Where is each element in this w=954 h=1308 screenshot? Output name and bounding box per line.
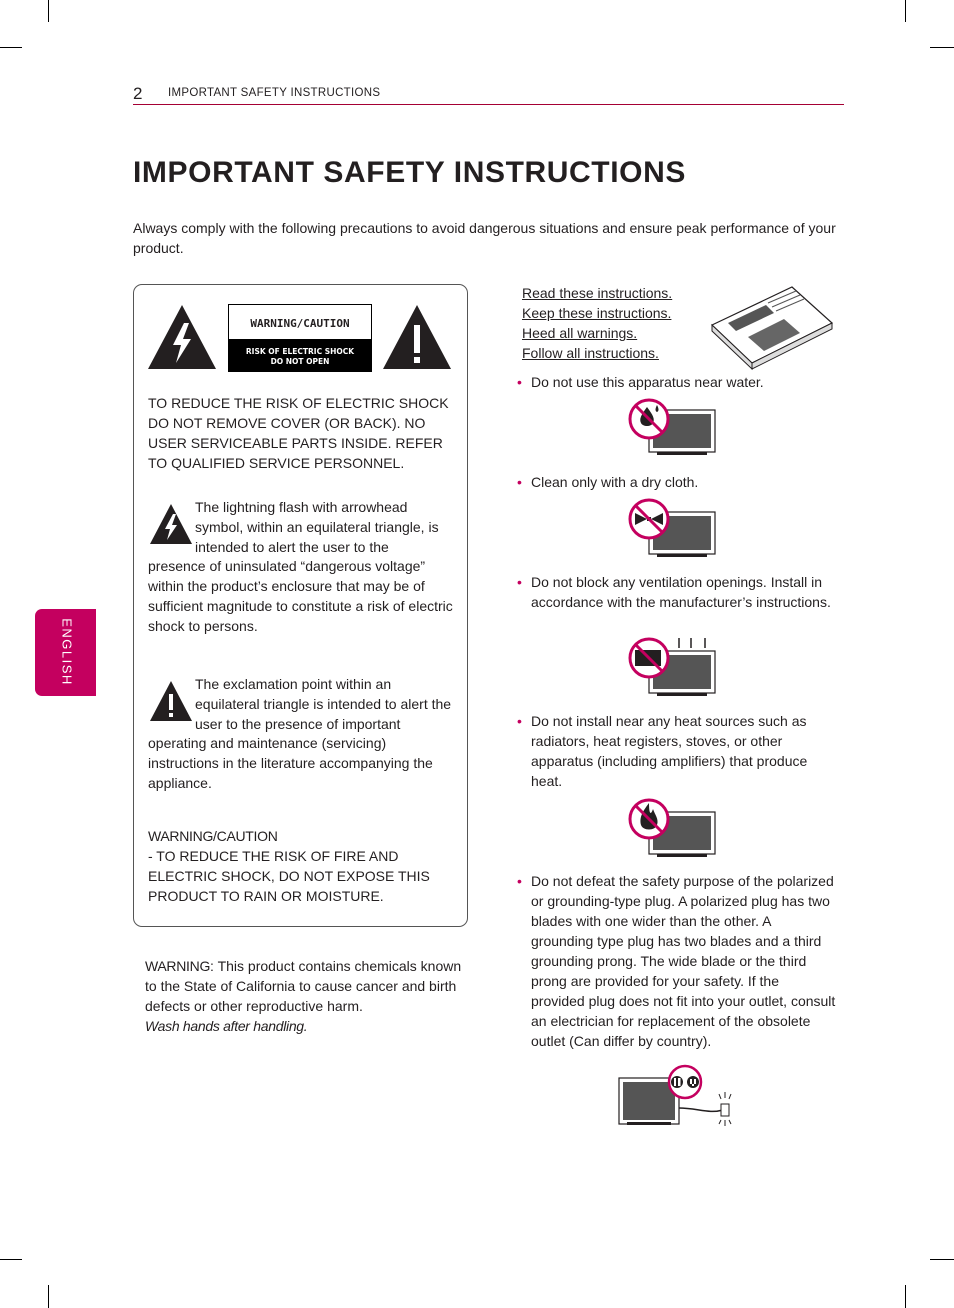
running-header: IMPORTANT SAFETY INSTRUCTIONS xyxy=(168,87,381,99)
bullet-item xyxy=(517,711,826,791)
crop-mark xyxy=(905,1285,906,1308)
tv-water-prohibited-icon xyxy=(627,397,717,457)
label-heading: WARNING/CAUTION xyxy=(229,305,371,339)
bullet-text: Do not use this apparatus near water. xyxy=(531,374,764,390)
label-subtext xyxy=(229,339,371,371)
bullet-dot-icon: • xyxy=(517,474,522,490)
label-line-2: DO NOT OPEN xyxy=(270,357,330,366)
exclamation-triangle-icon xyxy=(381,303,453,371)
bullet-item xyxy=(517,472,831,492)
page-number: 2 xyxy=(133,84,143,103)
crop-mark xyxy=(905,0,906,22)
list-item: Keep these instructions. xyxy=(522,305,672,321)
prop65-label: WARNING xyxy=(145,958,211,974)
read-list xyxy=(522,283,672,363)
tv-heat-prohibited-icon xyxy=(627,797,717,859)
bullet-text: Do not install near any heat sources such as radiators, heat registers, stoves, or other apparatus (including amplifiers) that produce heat. xyxy=(531,713,808,789)
bullet-item xyxy=(517,871,836,1051)
tv-cloth-prohibited-icon xyxy=(627,497,717,559)
prop65-warning xyxy=(145,956,470,1036)
bullet-text: Clean only with a dry cloth. xyxy=(531,474,699,490)
shock-warning-text: TO REDUCE THE RISK OF ELECTRIC SHOCK DO NOT REMOVE COVER (OR BACK). NO USER SERVICEABLE PARTS INSIDE. REFER TO QUALIFIED SERVICE PERSONNEL. xyxy=(148,395,449,471)
list-item: Follow all instructions. xyxy=(522,345,659,361)
exclaim-description-a: The exclamation point within an equilateral triangle is intended to alert the user to the presence of important xyxy=(195,676,452,732)
bullet-dot-icon: • xyxy=(517,713,522,729)
crop-mark xyxy=(930,47,954,48)
lightning-description-a: The lightning flash with arrowhead symbol, within an equilateral triangle, is intended to alert the user to the xyxy=(195,499,439,555)
list-item: Read these instructions. xyxy=(522,285,673,301)
prop65-italic: Wash hands after handling. xyxy=(145,1018,308,1034)
bullet-dot-icon: • xyxy=(517,374,522,390)
crop-mark xyxy=(48,0,49,22)
manual-book-icon xyxy=(708,285,836,371)
label-line-1: RISK OF ELECTRIC SHOCK xyxy=(245,347,355,356)
crop-mark xyxy=(930,1259,954,1260)
tv-ventilation-prohibited-icon xyxy=(627,636,717,698)
lightning-triangle-icon xyxy=(146,303,218,371)
bullet-text: Do not defeat the safety purpose of the polarized or grounding-type plug. A polarized plug has two blades with one wider than the other. A grounding type plug has two blades and a third grounding prong. The wide blade or the third prong are provided for your safety. If the provided plug does not fit into your outlet, consult an electrician for replacement of the obsolete outlet (Can differ by country). xyxy=(531,873,836,1049)
lightning-triangle-small-icon xyxy=(148,502,194,546)
crop-mark xyxy=(48,1285,49,1308)
caution-text: - TO REDUCE THE RISK OF FIRE AND ELECTRIC SHOCK, DO NOT EXPOSE THIS PRODUCT TO RAIN OR MOISTURE. xyxy=(148,848,430,904)
tv-plug-outlet-icon xyxy=(617,1064,741,1128)
language-tab xyxy=(35,609,96,696)
page-title: IMPORTANT SAFETY INSTRUCTIONS xyxy=(133,156,686,189)
header-rule xyxy=(133,104,844,105)
caution-heading: WARNING/CAUTION xyxy=(148,828,278,844)
list-item: Heed all warnings. xyxy=(522,325,638,341)
bullet-text: Do not block any ventilation openings. Install in accordance with the manufacturer’s instructions. xyxy=(531,574,831,610)
crop-mark xyxy=(0,1259,22,1260)
warning-caution-label xyxy=(228,304,372,372)
exclaim-description-b: operating and maintenance (servicing) instructions in the literature accompanying the appliance. xyxy=(148,735,433,791)
language-tab-label: ENGLISH xyxy=(59,618,75,686)
bullet-item xyxy=(517,372,831,392)
prop65-text: : This product contains chemicals known to the State of California to cause cancer and birth defects or other reproductive harm. xyxy=(145,958,462,1014)
bullet-dot-icon: • xyxy=(517,873,522,889)
crop-mark xyxy=(0,47,22,48)
bullet-dot-icon: • xyxy=(517,574,522,590)
exclamation-triangle-small-icon xyxy=(148,679,194,723)
lightning-description-b: presence of uninsulated “dangerous voltage” within the product’s enclosure that may be of sufficient magnitude to constitute a risk of electric shock to persons. xyxy=(148,558,453,634)
intro-paragraph: Always comply with the following precautions to avoid dangerous situations and ensure peak performance of your product. xyxy=(133,220,836,256)
bullet-item xyxy=(517,572,831,612)
